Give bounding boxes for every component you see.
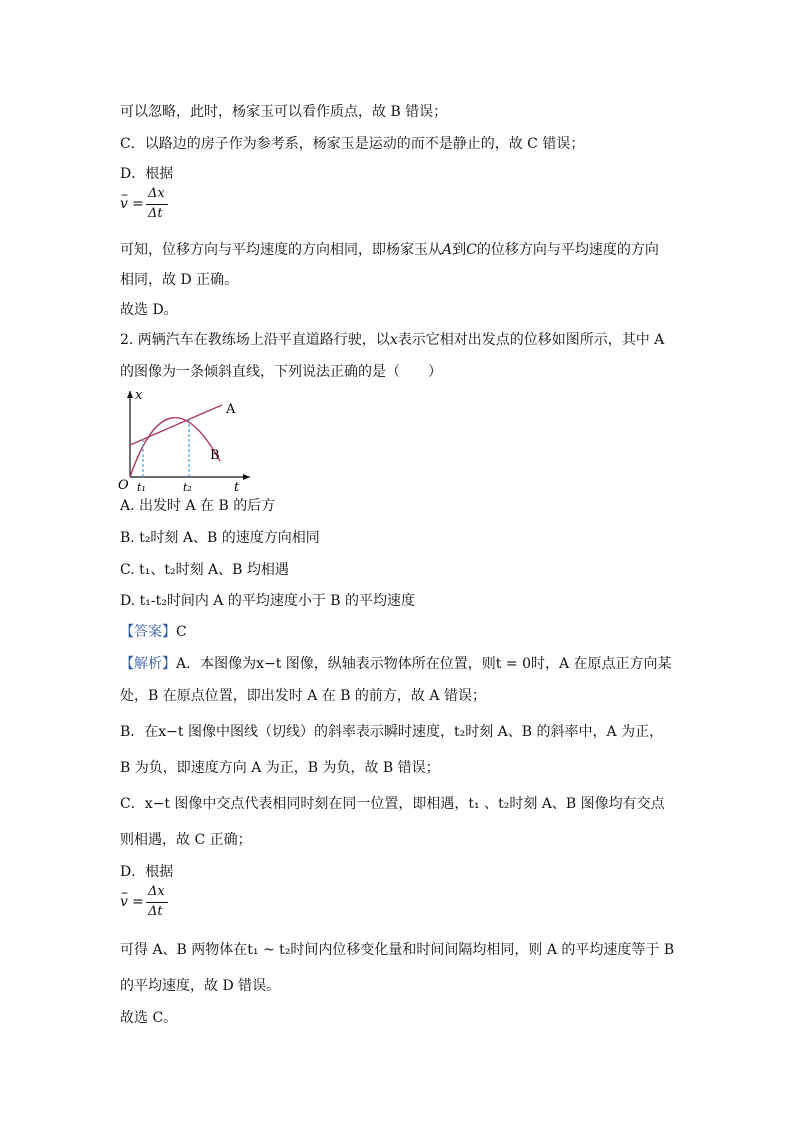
analysis-line-10: 故选 C。 (120, 1010, 178, 1026)
analysis-line-8: 可得 A、B 两物体在t₁ ~ t₂时间内位移变化量和时间间隔均相同，则 A 的平均速度等于 B (120, 942, 675, 958)
line-6: 故选 D。 (120, 302, 178, 318)
x-axis-label: t (234, 480, 240, 495)
option-a: A. 出发时 A 在 B 的后方 (120, 498, 276, 514)
curve-a-label: A (226, 402, 236, 417)
formula-average-velocity-2: – v = Δx Δt (120, 888, 180, 928)
formula-average-velocity (120, 186, 180, 230)
analysis-line-9: 的平均速度，故 D 错误。 (120, 978, 281, 994)
question-2-line-1: 2. 两辆汽车在教练场上沿平直道路行驶，以x表示它相对出发点的位移如图所示，其中 A (120, 332, 665, 348)
analysis-line-7: D．根据 (120, 864, 174, 880)
analysis-tag: 【解析】 (120, 656, 176, 672)
option-b: B. t₂时刻 A、B 的速度方向相同 (120, 530, 320, 546)
origin-label: O (118, 478, 129, 493)
analysis-line-5: C．x−t 图像中交点代表相同时刻在同一位置，即相遇，t₁ 、t₂时刻 A、B 图像均有交点 (120, 796, 665, 812)
line-a (130, 405, 222, 445)
formula-eq: = (132, 196, 144, 212)
answer-value: C (176, 624, 187, 640)
t1-label: t₁ (137, 481, 146, 494)
y-axis-label: x (135, 388, 143, 403)
line-5: 相同，故 D 正确。 (120, 272, 239, 288)
analysis-line-6: 则相遇，故 C 正确； (120, 832, 252, 848)
line-1: 可以忽略，此时，杨家玉可以看作质点，故 B 错误； (120, 104, 448, 120)
option-c: C. t₁、t₂时刻 A、B 均相遇 (120, 562, 289, 578)
analysis-line-3: B．在x−t 图像中图线（切线）的斜率表示瞬时速度，t₂时刻 A、B 的斜率中，A 为正， (120, 724, 664, 740)
curve-b-label: B (210, 448, 220, 463)
formula-denominator: Δt (148, 206, 163, 221)
option-d: D. t₁-t₂时间内 A 的平均速度小于 B 的平均速度 (120, 593, 416, 609)
curve-b (130, 418, 220, 477)
line-2: C．以路边的房子作为参考系，杨家玉是运动的而不是静止的，故 C 错误； (120, 136, 585, 152)
analysis-line-4: B 为负，即速度方向 A 为正，B 为负，故 B 错误； (120, 760, 440, 776)
formula-v: – v (120, 196, 128, 212)
line-3: D．根据 (120, 166, 174, 182)
xt-graph (116, 385, 256, 495)
formula-numerator: Δx (148, 186, 165, 201)
line-4: 可知，位移方向与平均速度的方向相同，即杨家玉从A到C的位移方向与平均速度的方向 (120, 242, 659, 258)
answer-tag: 【答案】 (120, 624, 176, 640)
analysis-line-2: 处，B 在原点位置，即出发时 A 在 B 的前方，故 A 错误； (120, 688, 486, 704)
analysis-line-1: 【解析】A．本图像为x−t 图像，纵轴表示物体所在位置，则t = 0时，A 在原点正方向某 (120, 656, 672, 672)
question-2-line-2: 的图像为一条倾斜直线，下列说法正确的是（ ） (120, 364, 442, 380)
t2-label: t₂ (183, 481, 192, 494)
answer-line (120, 622, 187, 642)
